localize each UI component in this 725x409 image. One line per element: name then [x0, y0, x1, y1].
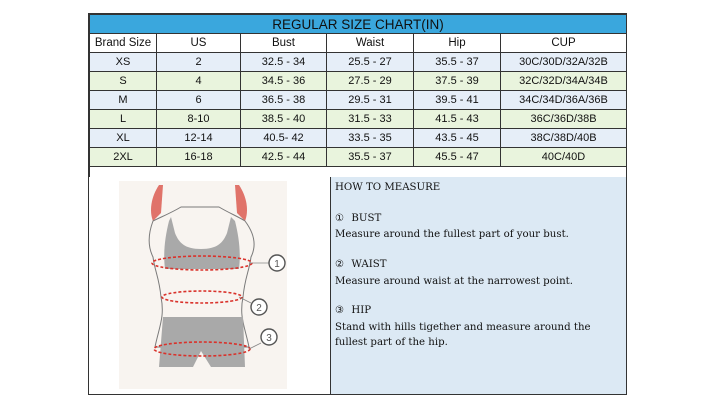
waist-marker-icon: ② [335, 259, 345, 270]
measurement-figure-panel [89, 177, 331, 394]
size-chart-sheet [88, 13, 627, 395]
bust-label: BUST [351, 213, 382, 224]
marker-1-label: 1 [274, 259, 280, 270]
cell-us: 8-10 [157, 110, 241, 129]
figure-background [119, 181, 287, 389]
cell-brand-size: M [90, 91, 157, 110]
cell-hip: 35.5 - 37 [414, 53, 501, 72]
cell-us: 4 [157, 72, 241, 91]
waist-heading [335, 259, 387, 270]
cell-hip: 45.5 - 47 [414, 148, 501, 167]
cell-hip: 39.5 - 41 [414, 91, 501, 110]
marker-1-icon [269, 255, 285, 271]
hip-instruction: Stand with hills tigether and measure around the fullest part of the hip. [335, 322, 591, 348]
cell-waist: 31.5 - 33 [327, 110, 414, 129]
bust-heading [335, 213, 381, 224]
cell-cup: 34C/34D/36A/36B [501, 91, 627, 110]
table-row [90, 148, 627, 167]
table-row [90, 53, 627, 72]
hip-marker-icon: ③ [335, 305, 345, 316]
bust-instruction: Measure around the fullest part of your bust. [335, 229, 569, 240]
marker-2-label: 2 [256, 303, 262, 314]
cell-bust: 36.5 - 38 [241, 91, 327, 110]
marker-2-icon [251, 299, 267, 315]
cell-brand-size: S [90, 72, 157, 91]
table-row [90, 110, 627, 129]
hip-label: HIP [351, 305, 372, 316]
header-bust: Bust [241, 34, 327, 53]
cell-waist: 25.5 - 27 [327, 53, 414, 72]
chart-title-row [90, 15, 627, 34]
cell-bust: 34.5 - 36 [241, 72, 327, 91]
header-row [90, 34, 627, 53]
cell-bust: 40.5- 42 [241, 129, 327, 148]
cell-hip: 43.5 - 45 [414, 129, 501, 148]
header-cup: CUP [501, 34, 627, 53]
marker-3-label: 3 [266, 333, 272, 344]
cell-brand-size: 2XL [90, 148, 157, 167]
measurement-guide [89, 177, 626, 394]
cell-brand-size: L [90, 110, 157, 129]
cell-cup: 40C/40D [501, 148, 627, 167]
cell-us: 16-18 [157, 148, 241, 167]
waist-instruction: Measure around waist at the narrowest point. [335, 276, 573, 287]
cell-waist: 29.5 - 31 [327, 91, 414, 110]
cell-cup: 32C/32D/34A/34B [501, 72, 627, 91]
header-brand-size: Brand Size [90, 34, 157, 53]
chart-title: REGULAR SIZE CHART(IN) [90, 15, 627, 34]
cell-bust: 38.5 - 40 [241, 110, 327, 129]
cell-bust: 42.5 - 44 [241, 148, 327, 167]
cell-cup: 38C/38D/40B [501, 129, 627, 148]
table-row [90, 72, 627, 91]
cell-us: 6 [157, 91, 241, 110]
cell-brand-size: XS [90, 53, 157, 72]
how-to-heading: HOW TO MEASURE [335, 182, 441, 193]
cell-cup: 36C/36D/38B [501, 110, 627, 129]
cell-us: 12-14 [157, 129, 241, 148]
cell-waist: 35.5 - 37 [327, 148, 414, 167]
header-us: US [157, 34, 241, 53]
cell-cup: 30C/30D/32A/32B [501, 53, 627, 72]
body-measurement-illustration [89, 177, 330, 394]
cell-hip: 37.5 - 39 [414, 72, 501, 91]
cell-hip: 41.5 - 43 [414, 110, 501, 129]
header-waist: Waist [327, 34, 414, 53]
hip-heading [335, 305, 371, 316]
how-to-measure-panel [331, 177, 626, 394]
marker-3-icon [261, 329, 277, 345]
cell-brand-size: XL [90, 129, 157, 148]
cell-us: 2 [157, 53, 241, 72]
size-chart-table [89, 14, 627, 186]
cell-bust: 32.5 - 34 [241, 53, 327, 72]
cell-waist: 33.5 - 35 [327, 129, 414, 148]
waist-label: WAIST [351, 259, 387, 270]
header-hip: Hip [414, 34, 501, 53]
table-row [90, 129, 627, 148]
cell-waist: 27.5 - 29 [327, 72, 414, 91]
table-row [90, 91, 627, 110]
bust-marker-icon: ① [335, 213, 345, 224]
